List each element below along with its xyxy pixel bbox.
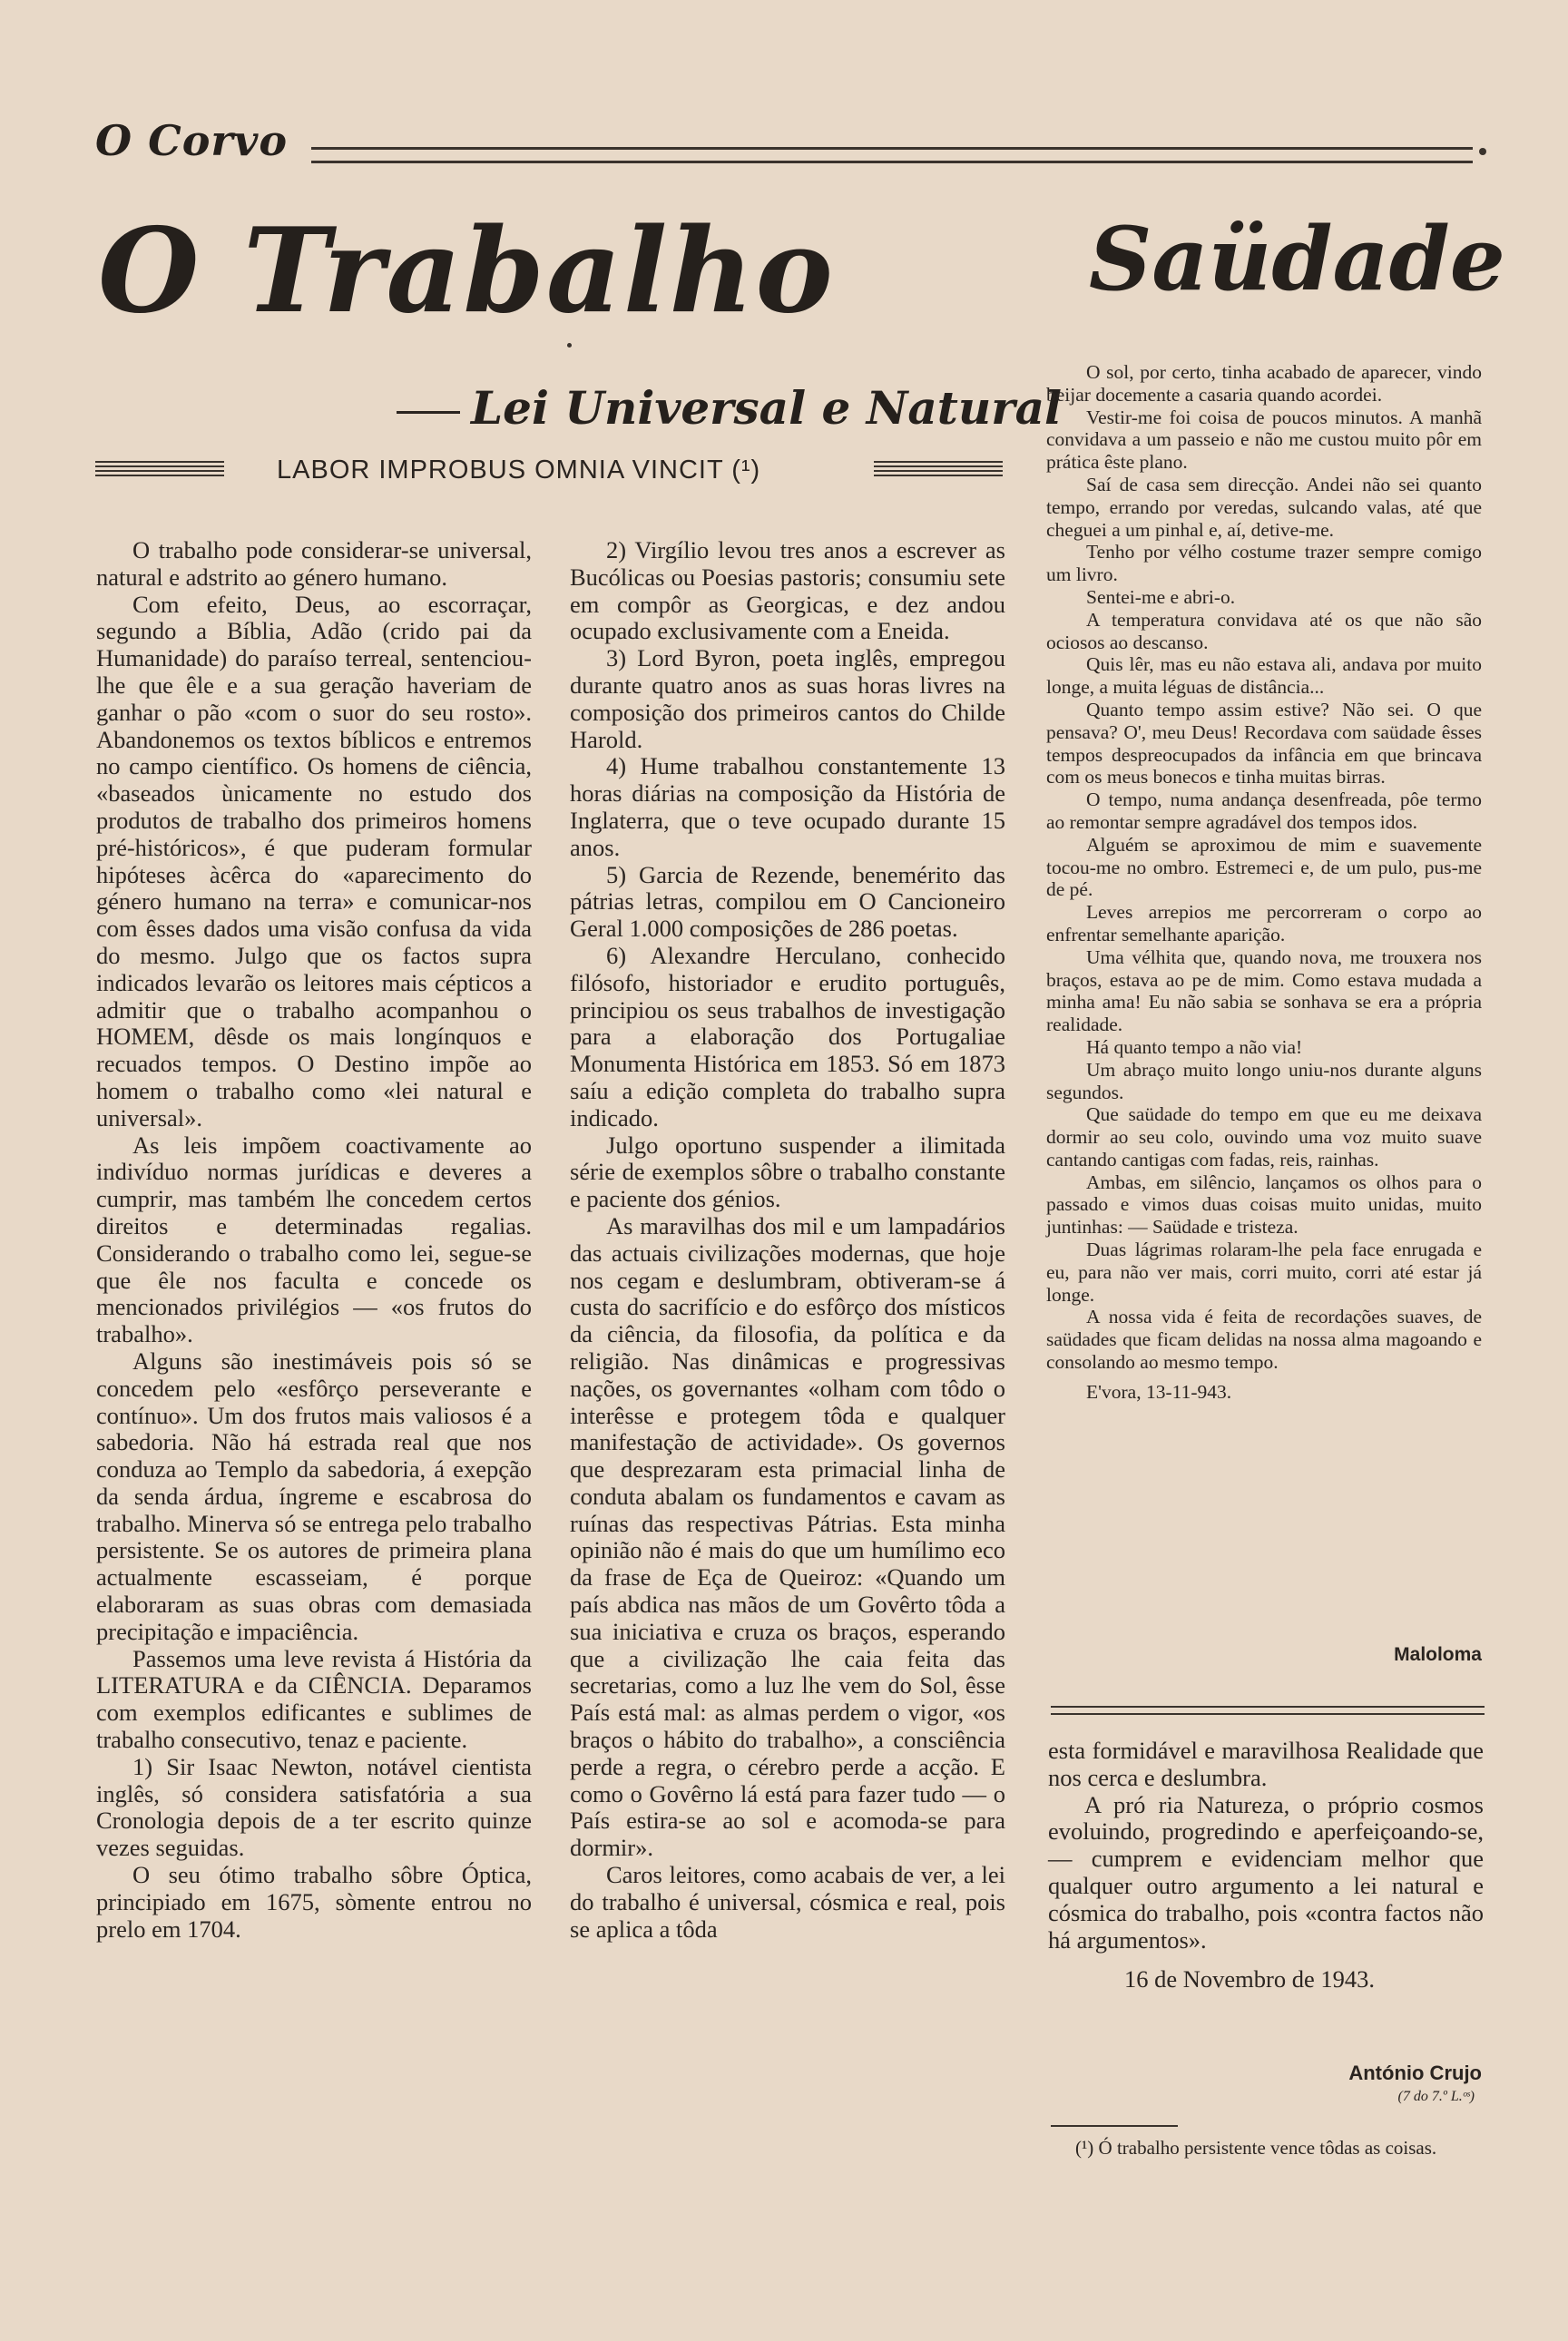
paragraph: Vestir-me foi coisa de poucos minutos. A manhã convidava a um passeio e não me custou muito pôr em prática êste plano. (1046, 406, 1482, 474)
paragraph: Que saüdade do tempo em que eu me deixava dormir ao seu colo, ouvindo uma voz muito suave cantando cantigas com fadas, reis, rainhas. (1046, 1103, 1482, 1170)
paragraph: As leis impõem coactivamente ao indivíduo normas jurídicas e deveres a cumprir, mas também lhe concedem certos direitos e determinadas regalias. Considerando o trabalho como lei, segue-se que êle nos faculta e concede os mencionados privilégios — «os frutos do trabalho». (96, 1131, 532, 1348)
masthead-rule (311, 147, 1473, 163)
footnote-text: (¹) Ó trabalho persistente vence tôdas as coisas. (1075, 2137, 1437, 2159)
article1-column-3 (1048, 1738, 1484, 1993)
ornament-dot (567, 343, 572, 348)
paragraph: O sol, por certo, tinha acabado de aparecer, vindo beijar docemente a casaria quando acordei. (1046, 361, 1482, 406)
subtitle-text: Lei Universal e Natural (471, 381, 1062, 435)
article1-column-2 (570, 537, 1005, 1943)
author-signature-saudade: Maloloma (1394, 1644, 1482, 1665)
paragraph: Leves arrepios me percorreram o corpo ao enfrentar semelhante aparição. (1046, 901, 1482, 945)
place-date: E'vora, 13-11-943. (1086, 1380, 1232, 1403)
paragraph: Alguns são inestimáveis pois só se concedem pelo «esfôrço perseverante e contínuo». Um dos frutos mais valiosos é a sabedoria. Não há estrada real que nos conduza ao Templo da sabedoria, á exepção da senda árdua, íngreme e escabrosa do trabalho. Minerva só se entrega pelo trabalho persistente. Se os autores de primeira plana actualmente escasseiam, é porque elaboraram as suas obras com demasiada precipitação e impaciência. (96, 1347, 532, 1645)
masthead-dot (1479, 148, 1486, 155)
paragraph: Passemos uma leve revista á História da LITERATURA e da CIÊNCIA. Deparamos com exemplos edificantes e sublimes de trabalho consecutivo, tenaz e paciente. (96, 1644, 532, 1754)
paragraph: 4) Hume trabalhou constantemente 13 horas diárias na composição da História de Inglaterra, que o teve ocupado durante 15 anos. (570, 752, 1005, 861)
article-title-saudade: Saüdade (1089, 208, 1505, 310)
article1-column-1 (96, 537, 532, 1943)
paragraph: Sentei-me e abri-o. (1086, 585, 1236, 608)
paragraph: 1) Sir Isaac Newton, notável cientista inglês, só considera satisfatória a sua Cronologia depois de a ter escrito quinze vezes seguidas. (96, 1752, 532, 1862)
paragraph: O tempo, numa andança desenfreada, pôe termo ao remontar sempre agradável dos tempos idos. (1046, 788, 1482, 833)
author-note: (7 do 7.º L.ᵒˢ) (1397, 2089, 1475, 2104)
paragraph: Uma vélhita que, quando nova, me trouxera nos braços, estava ao pe de mim. Como estava mudada a minha ama! Eu não sabia se sonhava se era a própria realidade. (1046, 945, 1482, 1036)
paragraph: A nossa vida é feita de recordações suaves, de saüdades que ficam delidas na nossa alma magoando e consolando ao mesmo tempo. (1046, 1306, 1482, 1374)
paragraph: Saí de casa sem direcção. Andei não sei quanto tempo, errando por veredas, sulcando valas, até que cheguei a um pinhal e, aí, detive-me. (1046, 473, 1482, 541)
paragraph: A temperatura convidava até os que não são ociosos ao descanso. (1046, 608, 1482, 653)
paragraph: 6) Alexandre Herculano, conhecido filósofo, historiador e erudito português, principiou os seus trabalhos de investigação para a elaboração dos Portugaliae Monumenta Histórica em 1853. Só em 1873 saíu a edição completa do trabalho supra indicado. (570, 941, 1005, 1131)
column-separator (1051, 1706, 1485, 1715)
paragraph: As maravilhas dos mil e um lampadários das actuais civilizações modernas, que hoje nos cegam e deslumbram, obtiveram-se á custa do sacrifício e do esfôrço dos místicos da ciência, da filosofia, da política e da religião. Nas dinâmicas e progressivas nações, os governantes «olham com tôdo o interêsse e protegem tôda e qualquer manifestação de actividade». Os governos que desprezaram esta primacial linha de conduta abalam os fundamentos e cavam as ruínas das respectivas Pátrias. Esta minha opinião não é mais do que um humílimo eco da frase de Eça de Queiroz: «Quando um país abdica nas mãos de um Govêrto tôda a sua iniciativa e cruza os braços, esperando que a civilização lhe caia feita das secretarias, como a luz lhe vem do Sol, êsse País está mal: as almas perdem o vigor, «os braços o hábito do trabalho», a consciência perde a regra, o cérebro perde a acção. E como o Govêrno lá está para fazer tudo — o País estira-se ao sol e acomoda-se para dormir». (570, 1211, 1005, 1862)
paragraph: Duas lágrimas rolaram-lhe pela face enrugada e eu, para não ver mais, corri muito, corri até estar já longe. (1046, 1239, 1482, 1306)
author-signature-trabalho: António Crujo (1348, 2062, 1482, 2084)
paragraph: 2) Virgílio levou tres anos a escrever as Bucólicas ou Poesias pastoris; consumiu sete em compôr as Georgicas, e dez andou ocupado exclusivamente com a Eneida. (570, 536, 1005, 645)
paragraph: Caros leitores, como acabais de ver, a lei do trabalho é universal, cósmica e real, pois se aplica a tôda (570, 1861, 1005, 1943)
paragraph: Quis lêr, mas eu não estava ali, andava por muito longe, a muita léguas de distância... (1046, 653, 1482, 699)
subtitle-dash (397, 411, 460, 414)
paragraph: O trabalho pode considerar-se universal, natural e adstrito ao género humano. (96, 536, 532, 591)
footnote (1048, 2137, 1484, 2159)
article2-column (1046, 361, 1482, 1404)
paragraph: 5) Garcia de Rezende, benemérito das pátrias letras, compilou em O Cancioneiro Geral 1.000 composições de 286 poetas. (570, 860, 1005, 943)
paragraph: Tenho por vélho costume trazer sempre comigo um livro. (1046, 541, 1482, 586)
paragraph: Com efeito, Deus, ao escorraçar, segundo a Bíblia, Adão (crido pai da Humanidade) do paraíso terreal, sentenciou-lhe que êle e a sua geração haveriam de ganhar o pão «com o suor do seu rosto». Abandonemos os textos bíblicos e entremos no campo científico. Os homens de ciência, «baseados ùnicamente no estudo dos produtos de trabalho dos primeiros homens pré-históricos», é que puderam formular hipóteses àcêrca do «aparecimento do género humano na terra» e comunicar-nos com êsses dados uma visão confusa da vida do mesmo. Julgo que os factos supra indicados levarão os leitores mais cépticos a admitir que o trabalho acompanhou o HOMEM, dêsde os mais longínquos e recuados tempos. O Destino impõe ao homem o trabalho como «lei natural e universal». (96, 590, 532, 1131)
article-title-trabalho: O Trabalho (98, 203, 835, 339)
paragraph: Há quanto tempo a não via! (1086, 1035, 1303, 1058)
paragraph: 3) Lord Byron, poeta inglês, empregou durante quatro anos as suas horas livres na composição dos primeiros cantos do Childe Harold. (570, 644, 1005, 753)
paragraph: Alguém se aproximou de mim e suavemente tocou-me no ombro. Estremeci e, de um pulo, pus-me de pé. (1046, 833, 1482, 901)
paragraph: A pró ria Natureza, o próprio cosmos evoluindo, progredindo e aperfeiçoando-se, — cumprem e evidenciam melhor que qualquer outro argumento a lei natural e cósmica do trabalho, pois «contra factos não há argumentos». (1048, 1790, 1484, 1954)
masthead-name: O Corvo (95, 116, 289, 165)
motto-rule-right (874, 461, 1003, 479)
paragraph: esta formidável e maravilhosa Realidade que nos cerca e deslumbra. (1048, 1737, 1484, 1791)
paragraph: Quanto tempo assim estive? Não sei. O que pensava? O', meu Deus! Recordava com saüdade êsses tempos despreocupados da infância em que brincava com os meus bonecos e tinha muitas birras. (1046, 698, 1482, 788)
paragraph: Ambas, em silêncio, lançamos os olhos para o passado e vimos duas coisas muito unidas, muito juntinhas: — Saüdade e tristeza. (1046, 1170, 1482, 1239)
motto-rule-left (95, 461, 224, 479)
paragraph: Um abraço muito longo uniu-nos durante alguns segundos. (1046, 1058, 1482, 1103)
motto: LABOR IMPROBUS OMNIA VINCIT (¹) (277, 455, 761, 485)
paragraph: Julgo oportuno suspender a ilimitada série de exemplos sôbre o trabalho constante e paciente dos génios. (570, 1131, 1005, 1213)
paragraph: O seu ótimo trabalho sôbre Óptica, principiado em 1675, sòmente entrou no prelo em 1704. (96, 1861, 532, 1943)
article-subtitle (397, 381, 1062, 435)
masthead (95, 116, 1493, 167)
motto-row (95, 455, 1012, 492)
article-date: 16 de Novembro de 1943. (1124, 1965, 1375, 1993)
footnote-rule (1051, 2125, 1178, 2127)
